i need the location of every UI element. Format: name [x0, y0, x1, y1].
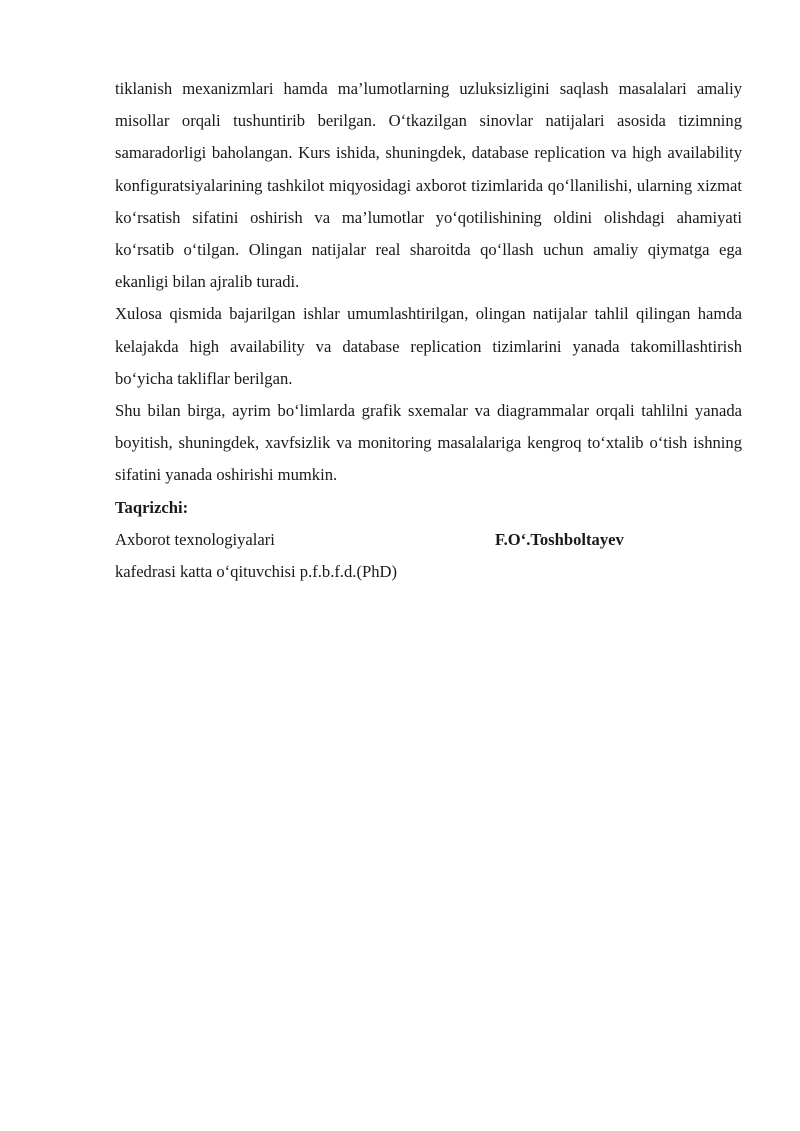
reviewer-department-line1: Axborot texnologiyalari: [115, 529, 275, 549]
reviewer-name: F.O‘.Toshboltayev: [495, 529, 624, 549]
reviewer-heading: Taqrizchi:: [115, 497, 189, 517]
document-body: [115, 73, 742, 588]
reviewer-department-line2: kafedrasi katta o‘qituvchisi p.f.b.f.d.(PhD): [115, 562, 398, 582]
reviewer-signature-row: [115, 524, 742, 556]
paragraph-summary: tiklanish mexanizmlari hamda ma’lumotlarning uzluksizligini saqlash masalalari amaliy misollar orqali tushuntirib berilgan. O‘tkazilgan sinovlar natijalari asosida tizimning samaradorligi baholangan. Kurs ishida, shuningdek, database replication va high availability konfiguratsiyalarining tashkilot miqyosidagi axborot tizimlarida qo‘llanilishi, ularning xizmat ko‘rsatish sifatini oshirish va ma’lumotlar yo‘qotilishining oldini olishdagi ahamiyati ko‘rsatib o‘tilgan. Olingan natijalar real sharoitda qo‘llash uchun amaliy qiymatga ega ekanligi bilan ajralib turadi.: [115, 79, 742, 292]
paragraph-conclusion: Xulosa qismida bajarilgan ishlar umumlashtirilgan, olingan natijalar tahlil qilingan hamda kelajakda high availability va database replication tizimlarini yanada takomillashtirish bo‘yicha takliflar berilgan.: [115, 304, 742, 388]
paragraph-suggestions: Shu bilan birga, ayrim bo‘limlarda grafik sxemalar va diagrammalar orqali tahlilni yanada boyitish, shuningdek, xavfsizlik va monitoring masalalariga kengroq to‘xtalib o‘tish ishning sifatini yanada oshirishi mumkin.: [115, 401, 742, 485]
